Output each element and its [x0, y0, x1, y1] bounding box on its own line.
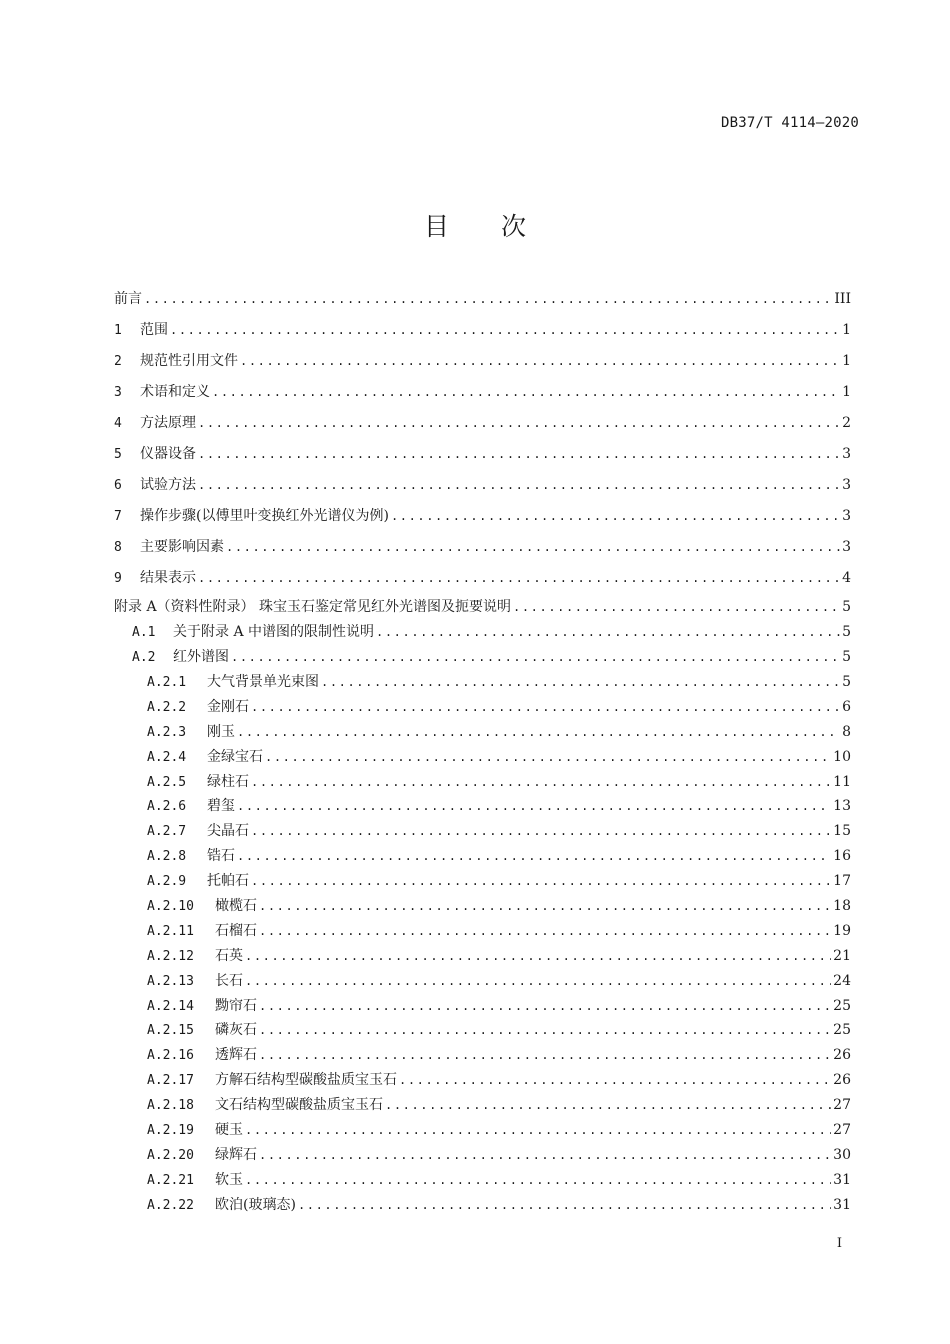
toc-entry-number: A.2.12: [147, 948, 194, 964]
toc-entry-title: 主要影响因素: [140, 539, 224, 555]
toc-leader-dots: [385, 1095, 831, 1115]
toc-entry-page: 25: [833, 1022, 851, 1039]
toc-entry-number: A.2.5: [147, 774, 187, 790]
toc-leader-dots: [245, 971, 831, 991]
toc-entry[interactable]: [114, 349, 851, 380]
toc-entry-number: A.2.16: [147, 1048, 194, 1064]
toc-entry-number: A.2.2: [147, 699, 187, 715]
toc-entry-title: 仪器设备: [140, 446, 196, 462]
document-code: DB37/T 4114—2020: [720, 115, 859, 131]
toc-entry-number: A.2.13: [147, 973, 194, 989]
toc-entry-title: 结果表示: [140, 570, 196, 586]
toc-entry-page: 17: [833, 873, 851, 890]
toc-entry-page: 4: [842, 570, 851, 586]
toc-entry-page: 5: [842, 599, 851, 615]
toc-entry-page: 19: [833, 922, 851, 939]
toc-entry-number: A.2.21: [147, 1172, 194, 1188]
toc-entry-page: 5: [842, 674, 851, 690]
toc-entry-page: 30: [833, 1146, 851, 1163]
toc-entry-page: 6: [842, 698, 851, 715]
toc-entry-title: 金绿宝石: [207, 748, 263, 765]
toc-leader-dots: [237, 796, 831, 816]
toc-leader-dots: [321, 672, 840, 692]
toc-entry-title: 方法原理: [140, 415, 196, 431]
toc-entry[interactable]: [114, 996, 851, 1021]
toc-entry[interactable]: [114, 318, 851, 349]
toc-entry[interactable]: [114, 473, 851, 504]
toc-leader-dots: [251, 697, 840, 717]
toc-entry-page: 3: [842, 446, 851, 462]
page-number: I: [836, 1236, 842, 1251]
toc-entry-page: 5: [842, 624, 851, 640]
toc-entry[interactable]: [114, 871, 851, 896]
toc-leader-dots: [144, 287, 832, 311]
toc-entry[interactable]: [114, 796, 851, 821]
toc-entry[interactable]: [114, 921, 851, 946]
toc-entry-title: 橄榄石: [215, 898, 257, 915]
toc-leader-dots: [513, 597, 840, 617]
toc-entry-number: A.2.18: [147, 1098, 194, 1114]
toc-leader-dots: [259, 996, 831, 1016]
toc-entry-title: 规范性引用文件: [140, 353, 238, 369]
toc-leader-dots: [245, 946, 831, 966]
toc-entry-title: 石榴石: [215, 922, 257, 939]
toc-entry-title: 术语和定义: [140, 384, 210, 400]
toc-entry-page: 15: [833, 823, 851, 840]
toc-entry-title: 绿柱石: [207, 773, 249, 790]
toc-entry-number: A.2.15: [147, 1023, 194, 1039]
toc-entry[interactable]: [114, 722, 851, 747]
toc-entry[interactable]: [114, 1045, 851, 1070]
toc-leader-dots: [259, 1145, 831, 1165]
toc-entry-number: A.2.9: [147, 874, 187, 890]
toc-entry[interactable]: [114, 287, 851, 318]
toc-leader-dots: [251, 821, 831, 841]
toc-entry-number: A.2.4: [147, 749, 187, 765]
toc-leader-dots: [376, 622, 840, 642]
toc-entry[interactable]: [114, 1020, 851, 1045]
toc-entry-number: A.2.11: [147, 923, 194, 939]
toc-entry-page: 11: [833, 773, 851, 790]
toc-entry-title: 红外谱图: [173, 649, 229, 665]
toc-entry[interactable]: [114, 535, 851, 566]
toc-entry-number: A.2.3: [147, 724, 187, 740]
toc-entry-number: A.1: [132, 625, 156, 640]
toc-leader-dots: [391, 504, 840, 528]
toc-entry-title: 硬玉: [215, 1122, 243, 1139]
toc-entry-number: 2: [114, 354, 122, 369]
toc-entry[interactable]: [114, 597, 851, 622]
toc-entry-number: A.2: [132, 650, 156, 665]
toc-leader-dots: [259, 921, 831, 941]
toc-entry-page: 31: [833, 1196, 851, 1213]
toc-entry-page: 3: [842, 508, 851, 524]
toc-entry-page: 27: [833, 1122, 851, 1139]
toc-entry-title: 金刚石: [207, 698, 249, 715]
toc-entry-title: 尖晶石: [207, 823, 249, 840]
toc-entry[interactable]: [114, 1070, 851, 1095]
toc-entry-title: 文石结构型碳酸盐质宝玉石: [215, 1097, 383, 1114]
toc-entry-page: 1: [842, 384, 851, 400]
toc-entry[interactable]: [114, 747, 851, 772]
toc-entry-number: A.2.7: [147, 824, 187, 840]
toc-entry-page: 26: [833, 1047, 851, 1064]
toc-entry[interactable]: [114, 772, 851, 797]
toc-leader-dots: [399, 1070, 831, 1090]
toc-leader-dots: [198, 473, 840, 497]
toc-leader-dots: [259, 1045, 831, 1065]
toc-leader-dots: [245, 1170, 831, 1190]
toc-entry-page: 26: [833, 1072, 851, 1089]
toc-entry-title: 托帕石: [207, 873, 249, 890]
toc-entry-page: 10: [833, 748, 851, 765]
toc-entry-title: 碧玺: [207, 798, 235, 815]
toc-entry-page: 1: [842, 322, 851, 338]
toc-leader-dots: [251, 871, 831, 891]
toc-entry-title: 关于附录 A 中谱图的限制性说明: [173, 624, 375, 640]
toc-entry[interactable]: [114, 442, 851, 473]
table-of-contents: [114, 287, 851, 1220]
toc-entry-page: 18: [833, 898, 851, 915]
toc-entry-title: 软玉: [215, 1171, 243, 1188]
toc-entry-number: 7: [114, 509, 122, 524]
toc-entry[interactable]: [114, 622, 851, 647]
toc-leader-dots: [226, 535, 840, 559]
toc-entry-title: 前言: [114, 291, 142, 307]
toc-entry-title: 透辉石: [215, 1047, 257, 1064]
toc-leader-dots: [170, 318, 840, 342]
toc-leader-dots: [265, 747, 831, 767]
toc-entry[interactable]: [114, 697, 851, 722]
toc-entry[interactable]: [114, 504, 851, 535]
toc-entry[interactable]: [114, 411, 851, 442]
toc-entry[interactable]: [114, 896, 851, 921]
toc-entry-number: A.2.22: [147, 1197, 194, 1213]
toc-leader-dots: [245, 1120, 831, 1140]
toc-entry-page: 31: [833, 1171, 851, 1188]
toc-entry-title: 石英: [215, 947, 243, 964]
page-title: 目 次: [424, 212, 548, 241]
toc-entry-page: 3: [842, 477, 851, 493]
toc-leader-dots: [231, 647, 840, 667]
toc-entry[interactable]: [114, 1145, 851, 1170]
toc-entry-page: 2: [842, 415, 851, 431]
toc-entry[interactable]: [114, 380, 851, 411]
toc-entry-title: 试验方法: [140, 477, 196, 493]
toc-entry[interactable]: [114, 1095, 851, 1120]
toc-entry-number: A.2.20: [147, 1147, 194, 1163]
toc-leader-dots: [237, 846, 831, 866]
toc-entry[interactable]: [114, 821, 851, 846]
toc-leader-dots: [251, 772, 831, 792]
toc-leader-dots: [198, 442, 840, 466]
toc-entry-number: 4: [114, 416, 122, 431]
toc-entry-page: III: [834, 291, 851, 307]
toc-entry-number: A.2.14: [147, 998, 194, 1014]
toc-entry-page: 3: [842, 539, 851, 555]
toc-entry[interactable]: [114, 1120, 851, 1145]
toc-entry-number: A.2.1: [147, 675, 187, 690]
toc-entry-number: 8: [114, 540, 122, 555]
toc-entry-page: 25: [833, 997, 851, 1014]
toc-leader-dots: [212, 380, 840, 404]
toc-entry-number: 9: [114, 571, 122, 586]
toc-entry-number: 1: [114, 323, 122, 338]
toc-entry-page: 21: [833, 947, 851, 964]
toc-entry[interactable]: [114, 647, 851, 672]
toc-leader-dots: [237, 722, 840, 742]
toc-entry-number: A.2.19: [147, 1123, 194, 1139]
toc-entry[interactable]: [114, 566, 851, 597]
toc-entry-page: 16: [833, 848, 851, 865]
toc-entry-title: 范围: [140, 322, 168, 338]
toc-entry[interactable]: [114, 971, 851, 996]
toc-entry[interactable]: [114, 946, 851, 971]
toc-entry-title: 长石: [215, 972, 243, 989]
toc-entry-number: 3: [114, 385, 122, 400]
toc-entry-number: 6: [114, 478, 122, 493]
toc-entry-page: 8: [842, 723, 851, 740]
toc-leader-dots: [259, 896, 831, 916]
toc-entry-page: 5: [842, 649, 851, 665]
toc-entry[interactable]: [114, 1170, 851, 1195]
toc-entry-title: 磷灰石: [215, 1022, 257, 1039]
toc-entry-page: 13: [833, 798, 851, 815]
toc-entry[interactable]: [114, 1195, 851, 1220]
toc-entry[interactable]: [114, 846, 851, 871]
toc-entry-page: 1: [842, 353, 851, 369]
toc-leader-dots: [198, 411, 840, 435]
toc-entry-number: A.2.8: [147, 849, 187, 865]
toc-entry-title: 附录 A（资料性附录） 珠宝玉石鉴定常见红外光谱图及扼要说明: [114, 599, 512, 615]
toc-entry-title: 方解石结构型碳酸盐质宝玉石: [215, 1072, 397, 1089]
toc-entry-title: 黝帘石: [215, 997, 257, 1014]
toc-entry-title: 欧泊(玻璃态): [215, 1196, 296, 1213]
toc-entry-title: 操作步骤(以傅里叶变换红外光谱仪为例): [140, 508, 389, 524]
toc-leader-dots: [240, 349, 840, 373]
toc-leader-dots: [198, 566, 840, 590]
toc-entry-number: 5: [114, 447, 122, 462]
toc-entry-title: 锆石: [207, 848, 235, 865]
toc-leader-dots: [298, 1195, 831, 1215]
toc-entry-page: 27: [833, 1097, 851, 1114]
toc-entry[interactable]: [114, 672, 851, 697]
toc-entry-number: A.2.17: [147, 1073, 194, 1089]
toc-entry-title: 大气背景单光束图: [207, 674, 319, 690]
toc-entry-number: A.2.10: [147, 899, 194, 915]
toc-entry-number: A.2.6: [147, 799, 187, 815]
toc-entry-title: 绿辉石: [215, 1146, 257, 1163]
toc-entry-page: 24: [833, 972, 851, 989]
toc-leader-dots: [259, 1020, 831, 1040]
toc-entry-title: 刚玉: [207, 723, 235, 740]
